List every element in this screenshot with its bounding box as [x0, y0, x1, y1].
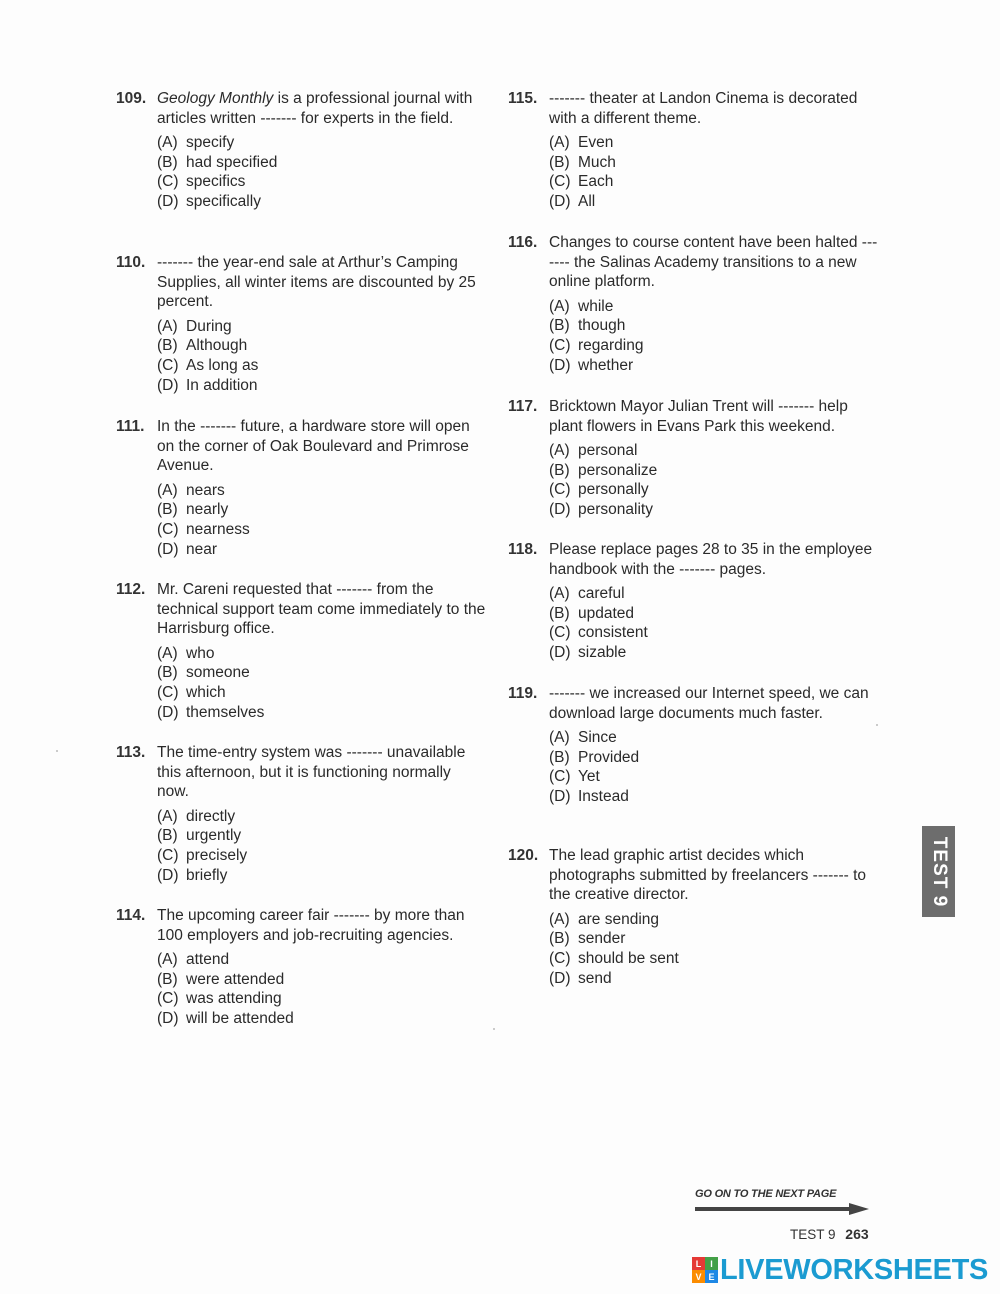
answer-choice-d[interactable]: (D) whether	[549, 356, 634, 374]
answer-choice-c[interactable]: (C) Each	[549, 173, 614, 191]
answer-choice-a[interactable]: (A) specify	[157, 134, 235, 152]
arrow-right-icon	[695, 1203, 869, 1215]
answer-choice-b[interactable]: (B) Although	[157, 337, 248, 355]
logo-cell: E	[705, 1270, 718, 1283]
question-number: 111.	[116, 418, 145, 435]
publication-title: Geology Monthly	[157, 90, 274, 107]
question-number: 116.	[508, 234, 538, 251]
answer-choices	[549, 910, 878, 988]
answer-choice-a[interactable]: (A) nears	[157, 481, 225, 499]
question-text: In the ------- future, a hardware store will open on the corner of Oak Boulevard and Primrose Avenue.	[157, 418, 470, 475]
question-109	[116, 89, 486, 253]
question-text-rest: is a professional journal with articles written ------- for experts in the field.	[157, 90, 473, 127]
question-115	[508, 89, 878, 233]
question-text: The lead graphic artist decides which photographs submitted by freelancers ------- to the creative director.	[549, 847, 867, 904]
answer-choices	[157, 950, 486, 1028]
answer-choice-a[interactable]: (A) who	[157, 644, 215, 662]
liveworksheets-brand[interactable]	[692, 1254, 988, 1286]
brand-name: LIVEWORKSHEETS	[720, 1253, 989, 1286]
answer-choices	[157, 317, 486, 395]
answer-choices	[157, 644, 486, 722]
answer-choices	[549, 133, 878, 211]
answer-choice-d[interactable]: (D) Instead	[549, 787, 629, 805]
question-number: 120.	[508, 847, 539, 864]
question-number: 117.	[508, 398, 538, 415]
question-120	[508, 846, 878, 988]
answer-choices	[549, 297, 878, 375]
question-119	[508, 684, 878, 846]
answer-choice-a[interactable]: (A) Since	[549, 729, 617, 747]
test-section-tab-label: TEST 9	[928, 836, 950, 907]
answer-choice-b[interactable]: (B) though	[549, 317, 626, 335]
question-number: 119.	[508, 685, 538, 702]
answer-choice-b[interactable]: (B) updated	[549, 604, 635, 622]
test-section-tab	[922, 826, 955, 917]
answer-choices	[549, 441, 878, 519]
answer-choice-c[interactable]: (C) was attending	[157, 990, 282, 1008]
answer-choice-c[interactable]: (C) specifics	[157, 173, 246, 191]
next-page-label: GO ON TO THE NEXT PAGE	[695, 1188, 837, 1200]
page-number: 263	[845, 1226, 869, 1242]
answer-choice-b[interactable]: (B) urgently	[157, 827, 242, 845]
question-text: Changes to course content have been halted ------- the Salinas Academy transitions to a new online platform.	[549, 234, 878, 291]
answer-choice-d[interactable]: (D) All	[549, 192, 596, 210]
answer-choice-d[interactable]: (D) will be attended	[157, 1009, 294, 1027]
question-117	[508, 397, 878, 540]
logo-cell: L	[692, 1257, 705, 1270]
scan-speck	[876, 724, 878, 726]
answer-choice-c[interactable]: (C) which	[157, 683, 226, 701]
question-114	[116, 906, 486, 1029]
answer-choice-c[interactable]: (C) precisely	[157, 846, 248, 864]
question-113	[116, 743, 486, 906]
answer-choice-c[interactable]: (C) Yet	[549, 768, 600, 786]
answer-choice-d[interactable]: (D) sizable	[549, 643, 627, 661]
question-number: 112.	[116, 581, 146, 598]
answer-choice-c[interactable]: (C) nearness	[157, 520, 250, 538]
scan-speck	[56, 750, 58, 752]
answer-choices	[549, 728, 878, 806]
answer-choice-a[interactable]: (A) careful	[549, 585, 625, 603]
answer-choice-b[interactable]: (B) were attended	[157, 970, 285, 988]
question-number: 114.	[116, 907, 146, 924]
answer-choices	[157, 807, 486, 885]
answer-choice-c[interactable]: (C) As long as	[157, 356, 259, 374]
answer-choice-b[interactable]: (B) sender	[549, 930, 626, 948]
page-footer	[790, 1226, 869, 1242]
answer-choice-a[interactable]: (A) personal	[549, 442, 638, 460]
question-text: The upcoming career fair ------- by more than 100 employers and job-recruiting agencies.	[157, 907, 465, 944]
answer-choices	[157, 481, 486, 559]
answer-choice-d[interactable]: (D) personality	[549, 500, 653, 518]
answer-choice-a[interactable]: (A) directly	[157, 807, 236, 825]
answer-choices	[549, 584, 878, 662]
answer-choice-a[interactable]: (A) are sending	[549, 910, 660, 928]
answer-choice-b[interactable]: (B) nearly	[157, 501, 229, 519]
question-number: 110.	[116, 254, 146, 271]
question-number: 115.	[508, 90, 538, 107]
question-text: The time-entry system was ------- unavailable this afternoon, but it is functioning normally now.	[157, 744, 466, 801]
liveworksheets-logo-icon	[692, 1257, 718, 1283]
logo-cell: V	[692, 1270, 705, 1283]
question-number: 118.	[508, 541, 538, 558]
question-text: Mr. Careni requested that ------- from the technical support team come immediately to the Harrisburg office.	[157, 581, 486, 638]
question-text: ------- the year-end sale at Arthur’s Camping Supplies, all winter items are discounted by 25 percent.	[157, 254, 476, 311]
question-118	[508, 540, 878, 684]
question-number: 113.	[116, 744, 146, 761]
answer-choice-c[interactable]: (C) should be sent	[549, 949, 679, 967]
answer-choice-d[interactable]: (D) In addition	[157, 376, 258, 394]
question-text: Please replace pages 28 to 35 in the employee handbook with the ------- pages.	[549, 541, 873, 578]
answer-choice-b[interactable]: (B) Much	[549, 153, 616, 171]
question-111	[116, 417, 486, 580]
right-question-column	[508, 89, 878, 988]
logo-cell: I	[705, 1257, 718, 1270]
question-number: 109.	[116, 90, 147, 107]
answer-choice-d[interactable]: (D) near	[157, 540, 218, 558]
answer-choice-a[interactable]: (A) Even	[549, 134, 614, 152]
left-question-column	[116, 89, 486, 1029]
question-text: Bricktown Mayor Julian Trent will ------- help plant flowers in Evans Park this weekend.	[549, 398, 848, 435]
answer-choice-a[interactable]: (A) while	[549, 297, 614, 315]
answer-choice-a[interactable]: (A) During	[157, 317, 232, 335]
scan-speck	[493, 1028, 495, 1030]
answer-choice-d[interactable]: (D) briefly	[157, 866, 228, 884]
answer-choice-b[interactable]: (B) someone	[157, 664, 250, 682]
answer-choice-b[interactable]: (B) had specified	[157, 153, 278, 171]
question-110	[116, 253, 486, 417]
answer-choice-d[interactable]: (D) specifically	[157, 192, 261, 210]
answer-choice-b[interactable]: (B) Provided	[549, 748, 640, 766]
question-116	[508, 233, 878, 397]
answer-choice-c[interactable]: (C) consistent	[549, 624, 648, 642]
answer-choice-d[interactable]: (D) themselves	[157, 703, 265, 721]
question-text: ------- we increased our Internet speed, we can download large documents much faster.	[549, 685, 869, 722]
question-text: ------- theater at Landon Cinema is decorated with a different theme.	[549, 90, 858, 127]
footer-test-label: TEST 9	[790, 1227, 836, 1242]
answer-choice-b[interactable]: (B) personalize	[549, 461, 658, 479]
question-text	[157, 89, 486, 128]
answer-choice-d[interactable]: (D) send	[549, 969, 612, 987]
answer-choice-c[interactable]: (C) regarding	[549, 336, 644, 354]
next-page-indicator	[695, 1188, 836, 1200]
answer-choices	[157, 133, 486, 211]
question-112	[116, 580, 486, 743]
answer-choice-a[interactable]: (A) attend	[157, 951, 230, 969]
answer-choice-c[interactable]: (C) personally	[549, 481, 649, 499]
